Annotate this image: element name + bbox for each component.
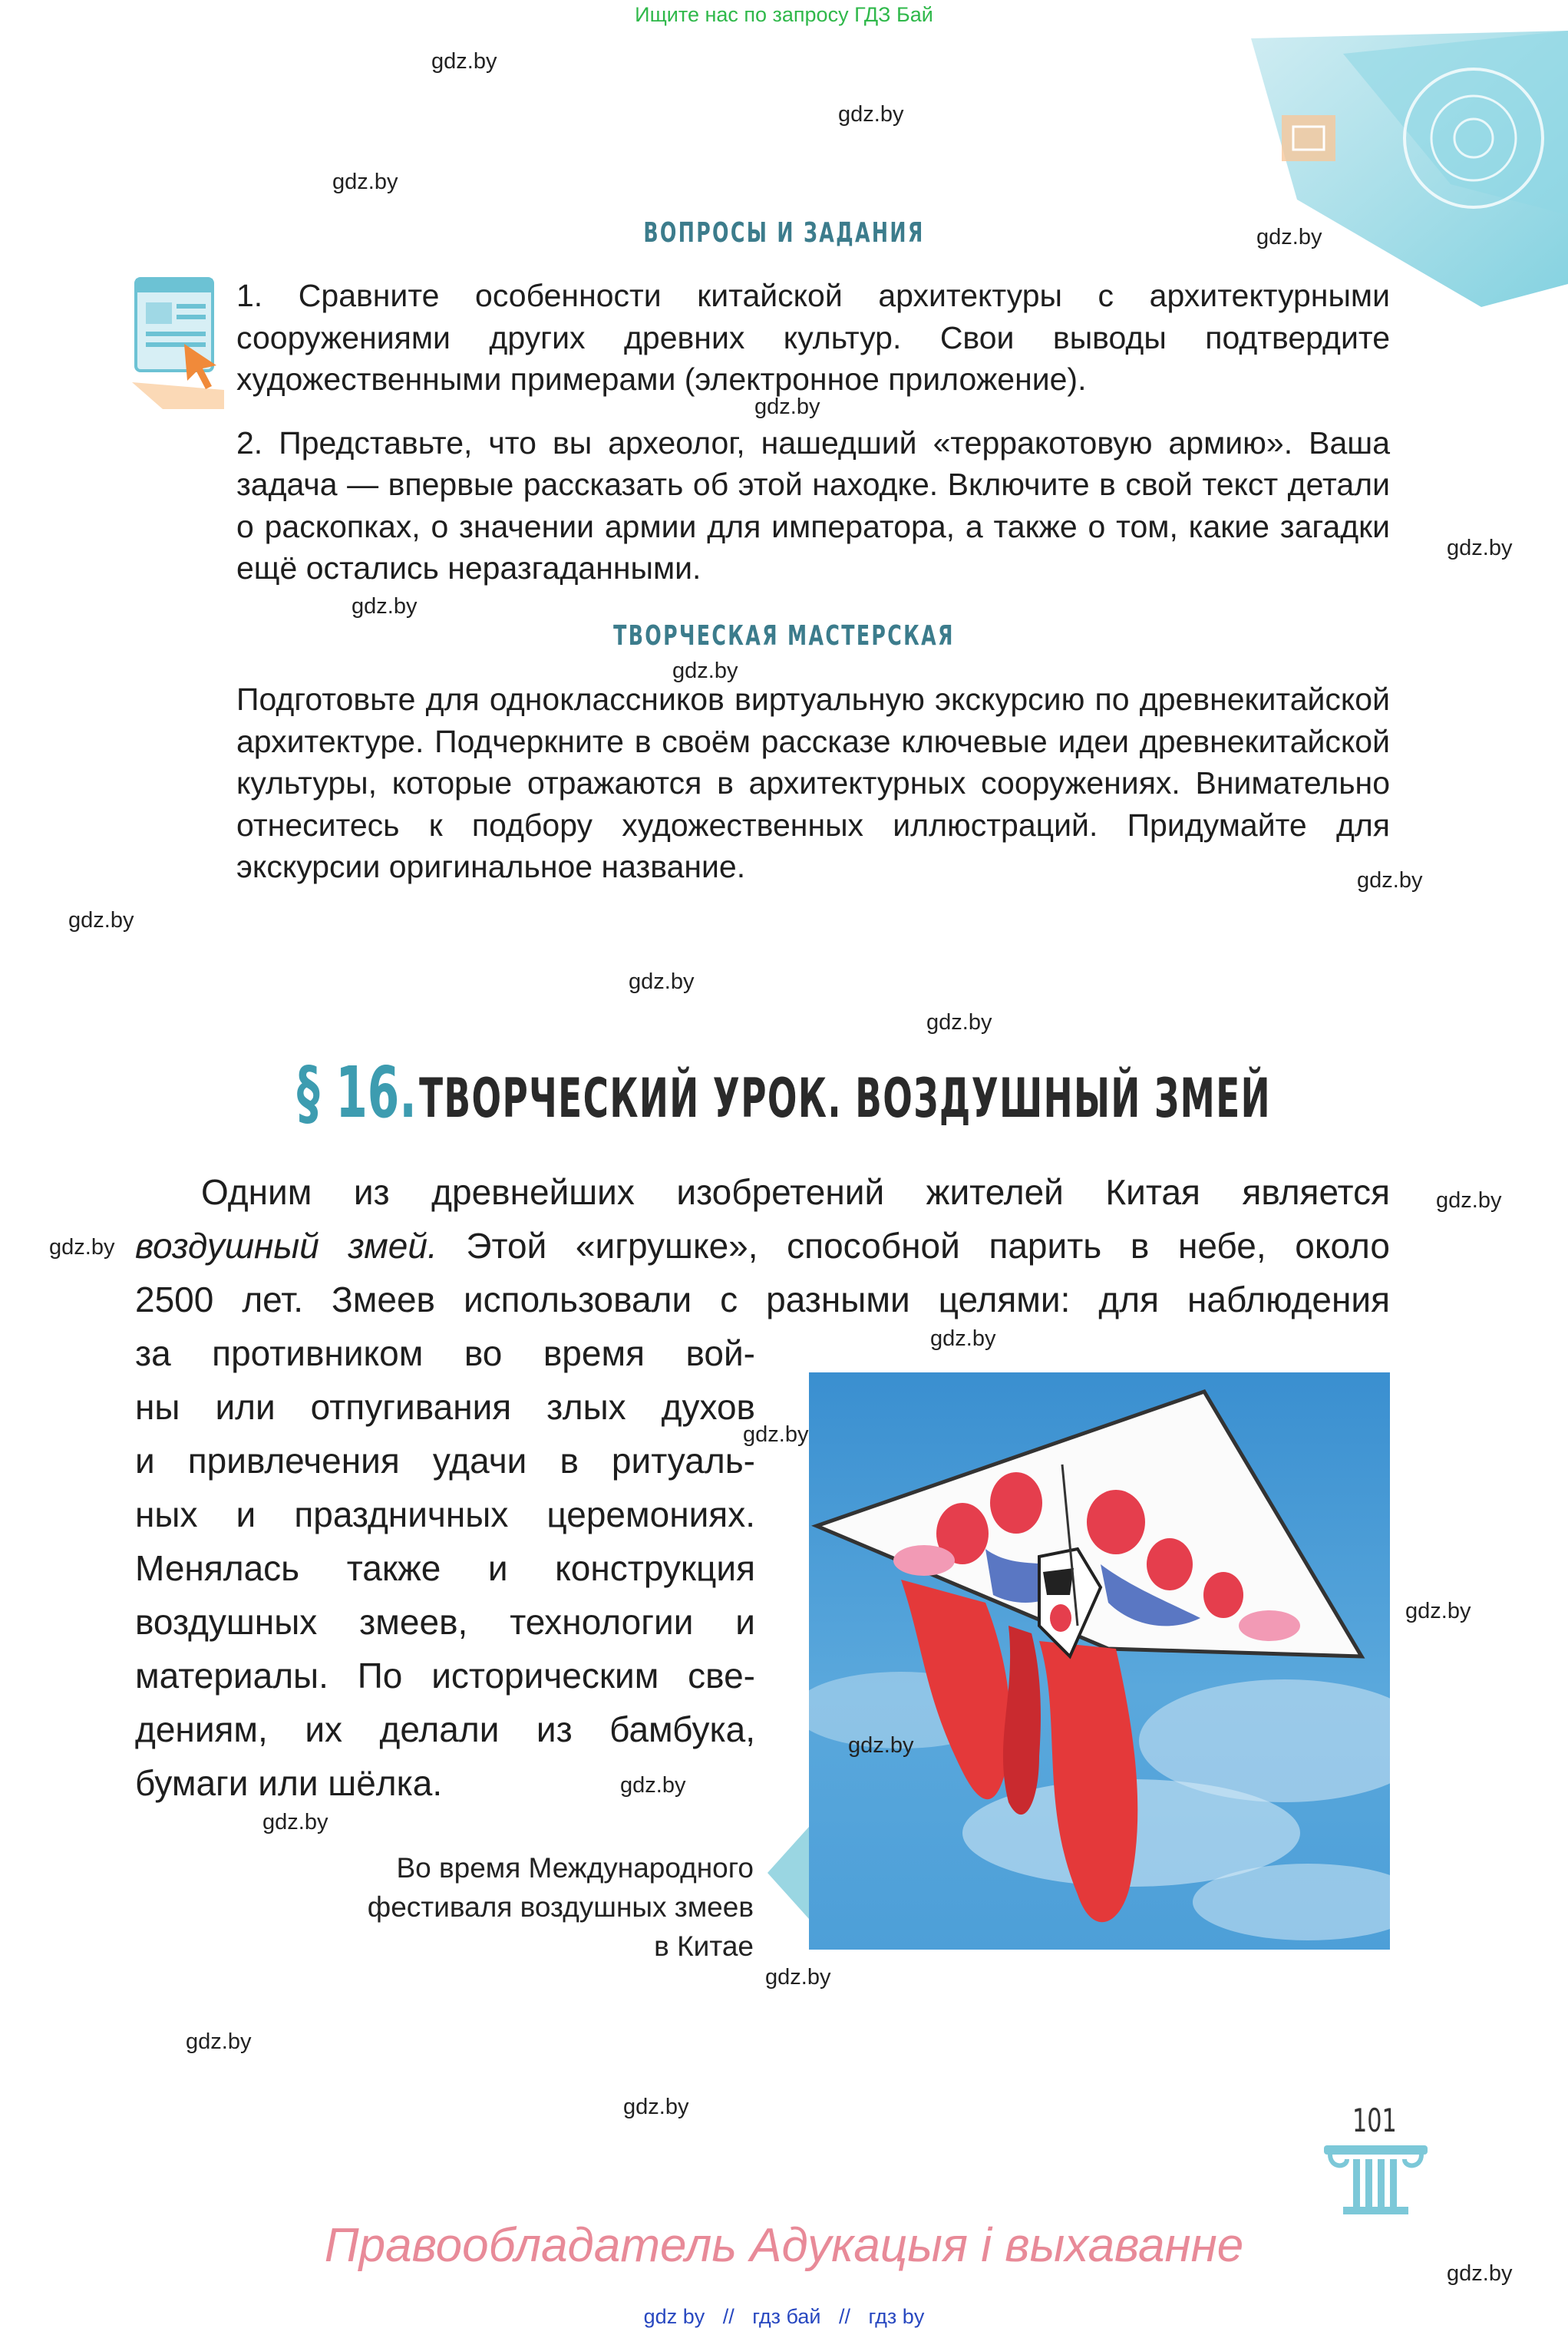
question-item: 2. Представьте, что вы археолог, нашедший «терракотовую армию». Ваша задача — впервые рассказать об этой находке. Включите в свой текст детали о раскопках, о значении армии для императора, а также о том, какие загадки ещё остались неразгаданными. <box>236 424 1390 586</box>
watermark: gdz.by <box>1256 225 1322 249</box>
watermark: gdz.by <box>926 1010 992 1035</box>
copyright-notice: Правообладатель Адукацыя і выхаванне <box>324 2219 1244 2272</box>
body-line: за противником во время вой- <box>135 1333 755 1373</box>
watermark: gdz.by <box>1447 536 1513 560</box>
search-hint[interactable]: Ищите нас по запросу ГДЗ Бай <box>635 3 933 26</box>
section-number: § 16. <box>296 1052 417 1134</box>
italic-term: воздушный змей. <box>135 1226 437 1266</box>
watermark: gdz.by <box>49 1235 115 1260</box>
watermark: gdz.by <box>848 1733 914 1758</box>
questions-list <box>236 275 1390 589</box>
question-item: 1. Сравните особенности китайской архитектуры с архитектурными сооружениями других древних культур. Свои выводы подтвердите художественными примерами (электронное приложение). <box>236 278 1390 397</box>
questions-heading: ВОПРОСЫ И ЗАДАНИЯ <box>643 217 925 249</box>
watermark: gdz.by <box>431 49 497 74</box>
watermark: gdz.by <box>838 102 904 127</box>
watermark: gdz.by <box>743 1422 809 1447</box>
watermark: gdz.by <box>186 2029 252 2054</box>
watermark: gdz.by <box>623 2095 689 2119</box>
watermark: gdz.by <box>68 908 134 933</box>
watermark: gdz.by <box>754 395 820 419</box>
column-icon <box>1324 2145 1428 2214</box>
caption-line: в Китае <box>654 1930 754 1962</box>
watermark: gdz.by <box>1436 1188 1502 1213</box>
caption-pointer <box>767 1827 809 1919</box>
body-line: Одним из древнейших изобретений жителей Китая является <box>201 1172 1390 1212</box>
footer-link[interactable]: gdz by <box>643 2305 705 2328</box>
section-title-text: ТВОРЧЕСКИЙ УРОК. ВОЗДУШНЫЙ ЗМЕЙ <box>419 1067 1272 1130</box>
watermark: gdz.by <box>1357 868 1423 893</box>
section-title <box>0 1052 1568 1134</box>
watermark: gdz.by <box>352 594 418 619</box>
photo-caption <box>246 1848 754 1966</box>
watermark: gdz.by <box>1405 1599 1471 1623</box>
body-line: 2500 лет. Змеев использовали с разными целями: для наблюдения <box>135 1280 1390 1319</box>
page-number: 101 <box>1352 2102 1397 2139</box>
footer-link[interactable]: гдз by <box>868 2305 925 2328</box>
footer-separator: // <box>839 2305 851 2328</box>
body-line: бумаги или шёлка. <box>135 1763 443 1803</box>
watermark: gdz.by <box>629 969 695 994</box>
caption-line: Во время Международного <box>396 1852 754 1884</box>
watermark: gdz.by <box>1447 2261 1513 2286</box>
body-line: и привлечения удачи в ритуаль- <box>135 1441 755 1481</box>
watermark: gdz.by <box>672 659 738 683</box>
watermark: gdz.by <box>765 1965 831 1990</box>
body-line: ны или отпугивания злых духов <box>135 1387 755 1427</box>
workshop-paragraph: Подготовьте для одноклассников виртуальную экскурсию по древнекитайской архитектуре. Подчеркните в своём рассказе ключевые идеи древнекитайской культуры, которые отражаются в архитектурных сооружениях. Внимательно отнеситесь к подбору художественных иллюстраций. Придумайте для экскурсии оригинальное название. <box>236 682 1390 884</box>
body-line: материалы. По историческим све- <box>135 1656 755 1696</box>
workshop-text <box>236 679 1390 888</box>
body-line <box>135 1219 1390 1273</box>
corner-decoration-image <box>1251 31 1568 307</box>
footer-separator: // <box>722 2305 734 2328</box>
watermark: gdz.by <box>620 1773 686 1798</box>
body-line-rest: Этой «игрушке», способной парить в небе, около <box>437 1226 1390 1266</box>
kite-photo <box>809 1372 1390 1950</box>
body-line: Менялась также и конструкция <box>135 1548 755 1588</box>
body-line: ных и праздничных церемониях. <box>135 1494 755 1534</box>
browser-window-icon <box>132 275 224 409</box>
watermark: gdz.by <box>332 170 398 194</box>
watermark: gdz.by <box>262 1810 328 1834</box>
footer-link[interactable]: гдз бай <box>752 2305 821 2328</box>
body-line: воздушных змеев, технологии и <box>135 1602 755 1642</box>
watermark: gdz.by <box>930 1326 996 1351</box>
workshop-heading: ТВОРЧЕСКАЯ МАСТЕРСКАЯ <box>613 620 955 652</box>
footer-links <box>0 2305 1568 2329</box>
body-line: дениям, их делали из бамбука, <box>135 1709 755 1749</box>
caption-line: фестиваля воздушных змеев <box>367 1891 754 1923</box>
